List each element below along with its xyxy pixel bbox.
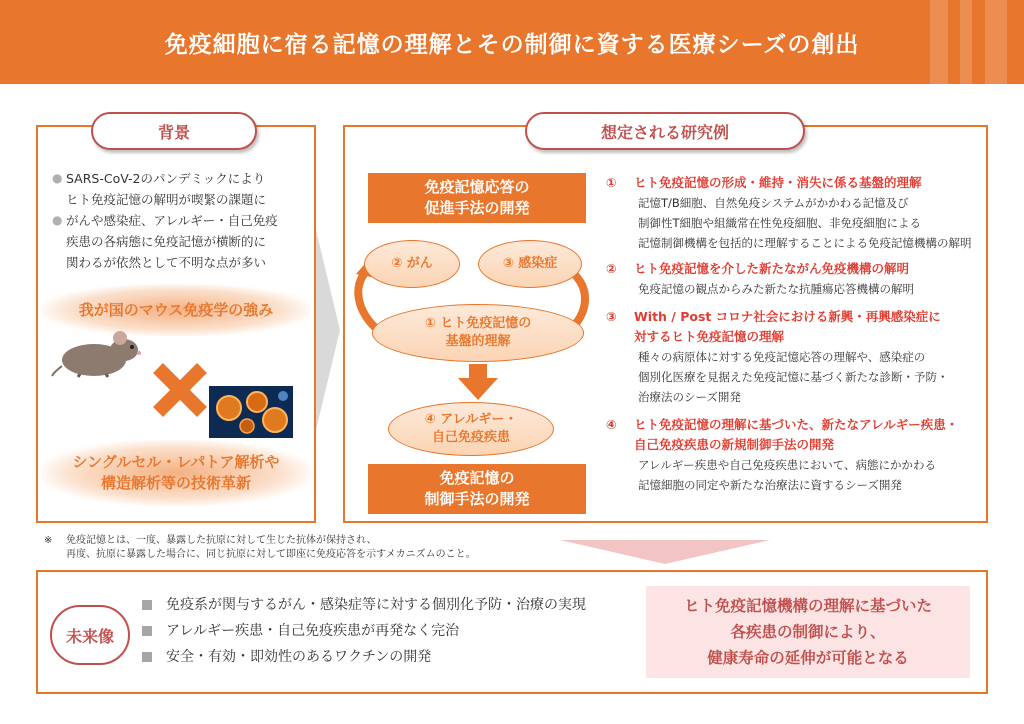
bullet-icon: ● — [52, 213, 63, 227]
allergy-oval: ④ アレルギー・ 自己免疫疾患 — [388, 402, 554, 456]
future-label: 未来像 — [50, 605, 130, 665]
title-bar — [0, 0, 1024, 84]
future-item: 安全・有効・即効性のあるワクチンの開発 — [142, 644, 642, 670]
cell-image — [209, 386, 293, 438]
square-bullet-icon — [142, 626, 152, 636]
square-bullet-icon — [142, 600, 152, 610]
bullet-item: ● SARS-CoV-2のパンデミックにより ヒト免疫記憶の解明が喫緊の課題に — [52, 168, 314, 210]
research-items — [606, 173, 982, 495]
infection-oval: ③ 感染症 — [478, 240, 582, 288]
background-heading: 背景 — [91, 112, 257, 150]
center-oval: ① ヒト免疫記憶の 基盤的理解 — [372, 304, 584, 362]
strength-label: 我が国のマウス免疫学の強み — [42, 284, 310, 336]
promote-box: 免疫記憶応答の 促進手法の開発 — [368, 173, 586, 223]
research-item: ② ヒト免疫記憶を介した新たながん免疫機構の解明 免疫記憶の観点からみた新たな抗腫瘍応答機構の解明 — [606, 261, 914, 296]
future-item: 免疫系が関与するがん・感染症等に対する個別化予防・治療の実現 — [142, 592, 642, 618]
control-box: 免疫記憶の 制御手法の開発 — [368, 464, 586, 514]
chevron-right-icon — [316, 230, 340, 430]
bullet-icon: ● — [52, 171, 63, 185]
innovation-label: シングルセル・レパトア解析や 構造解析等の技術革新 — [42, 440, 310, 506]
research-heading: 想定される研究例 — [525, 112, 805, 150]
cross-icon — [148, 358, 212, 422]
research-item: ③ With / Post コロナ社会における新興・再興感染症に 対するヒト免疫記憶の理解 種々の病原体に対する免疫記憶応答の理解や、感染症の 個別化医療を見据えた免疫記憶に基づく新たな診断・予防・ 治療法のシーズ開発 — [606, 309, 949, 404]
footnote: ※ 免疫記憶とは、一度、暴露した抗原に対して生じた抗体が保持され、 再度、抗原に暴露した場合に、同じ抗原に対して即座に免疫応答を示すメカニズムのこと。 — [44, 535, 476, 560]
research-item: ① ヒト免疫記憶の形成・維持・消失に係る基盤的理解 記憶T/B細胞、自然免疫システムがかかわる記憶及び 制御性T細胞や組織常在性免疫細胞、非免疫細胞による 記憶制御機構を包括的に理解することによる免疫記憶機構の解明 — [606, 175, 972, 250]
mouse-icon — [50, 322, 146, 378]
cancer-oval: ② がん — [364, 240, 460, 288]
future-item: アレルギー疾患・自己免疫疾患が再発なく完治 — [142, 618, 642, 644]
square-bullet-icon — [142, 652, 152, 662]
bullet-item: ● がんや感染症、アレルギー・自己免疫 疾患の各病態に免疫記憶が横断的に 関わるが依然として不明な点が多い — [52, 210, 314, 273]
arrow-down-icon — [458, 364, 498, 400]
research-item: ④ ヒト免疫記憶の理解に基づいた、新たなアレルギー疾患・ 自己免疫疾患の新規制御手法の開発 アレルギー疾患や自己免疫疾患において、病態にかかわる 記憶細胞の同定や新たな治療法に資するシーズ開発 — [606, 417, 959, 492]
page-title: 免疫細胞に宿る記憶の理解とその制御に資する医療シーズの創出 — [164, 31, 860, 58]
future-goal: ヒト免疫記憶機構の理解に基づいた 各疾患の制御により、 健康寿命の延伸が可能となる — [646, 586, 970, 678]
chevron-down-icon — [560, 540, 770, 564]
future-items — [142, 592, 642, 670]
background-bullets — [52, 168, 314, 273]
